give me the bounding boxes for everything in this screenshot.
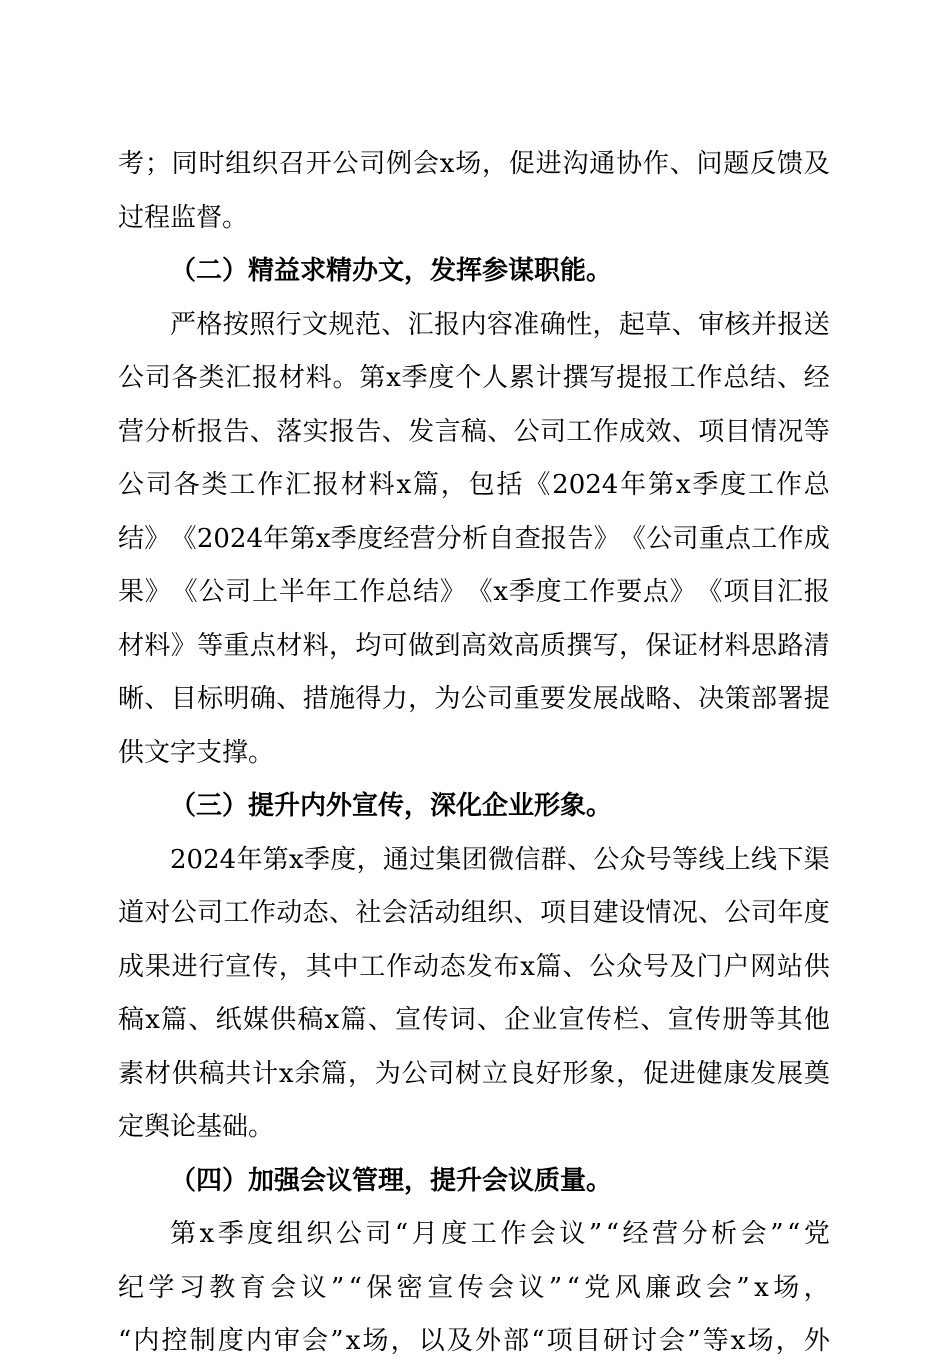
document-body: [118, 138, 830, 1369]
section-heading: （四）加强会议管理，提升会议质量。: [170, 1165, 613, 1196]
paragraph-last-line: 过程监督。: [118, 202, 249, 233]
paragraph-line: “ 内 控 制 度 内 审 会 ” x 场 ， 以 及 外 部 “ 项 目 研 讨 会 ” 等 x 场 ， 外: [118, 1326, 830, 1356]
paragraph-first-line: 严 格 按 照 行 文 规 范 、 汇 报 内 容 准 确 性 ， 起 草 、 审 核 并 报 送: [170, 309, 830, 340]
paragraph-first-line: 2024 年 第 x 季 度 ， 通 过 集 团 微 信 群 、 公 众 号 等 线 上 线 下 渠: [170, 844, 830, 875]
paragraph-last-line: 定舆论基础。: [118, 1112, 275, 1142]
paragraph-last-line: 供文字支撑。: [118, 737, 275, 768]
paragraph-line: 成 果 进 行 宣 传 ， 其 中 工 作 动 态 发 布 x 篇 、 公 众 号 及 门 户 网 站 供: [118, 951, 830, 982]
paragraph-line: 道 对 公 司 工 作 动 态 、 社 会 活 动 组 织 、 项 目 建 设 情 况 、 公 司 年 度: [118, 898, 830, 928]
paragraph-line: 稿 x 篇 、 纸 媒 供 稿 x 篇 、 宣 传 词 、 企 业 宣 传 栏 、 宣 传 册 等 其 他: [118, 1005, 830, 1035]
paragraph-first-line: 第 x 季 度 组 织 公 司 “ 月 度 工 作 会 议 ” “ 经 营 分 析 会 ” “ 党: [170, 1219, 830, 1249]
paragraph-line: 公 司 各 类 工 作 汇 报 材 料 x 篇 ， 包 括 《 2024 年 第 x 季 度 工 作 总: [118, 470, 830, 500]
paragraph-line: 营 分 析 报 告 、 落 实 报 告 、 发 言 稿 、 公 司 工 作 成 效 、 项 目 情 况 等: [118, 416, 830, 447]
paragraph-line: 结 》 《 2024 年 第 x 季 度 经 营 分 析 自 查 报 告 》 《 公 司 重 点 工 作 成: [118, 523, 830, 554]
paragraph-line: 素 材 供 稿 共 计 x 余 篇 ， 为 公 司 树 立 良 好 形 象 ， 促 进 健 康 发 展 奠: [118, 1058, 830, 1089]
paragraph-line: 果 》 《 公 司 上 半 年 工 作 总 结 》 《 x 季 度 工 作 要 点 》 《 项 目 汇 报: [118, 577, 830, 607]
paragraph-line: 晰 、 目 标 明 确 、 措 施 得 力 ， 为 公 司 重 要 发 展 战 略 、 决 策 部 署 提: [118, 684, 830, 714]
paragraph-line: 纪 学 习 教 育 会 议 ” “ 保 密 宣 传 会 议 ” “ 党 风 廉 政 会 ” x 场 ，: [118, 1272, 830, 1303]
section-heading: （二）精益求精办文，发挥参谋职能。: [170, 256, 613, 286]
section-heading: （三）提升内外宣传，深化企业形象。: [170, 791, 613, 821]
paragraph-line: 材 料 》 等 重 点 材 料 ， 均 可 做 到 高 效 高 质 撰 写 ， 保 证 材 料 思 路 清: [118, 630, 830, 661]
paragraph-line: 考 ； 同 时 组 织 召 开 公 司 例 会 x 场 ， 促 进 沟 通 协 作 、 问 题 反 馈 及: [118, 149, 830, 179]
paragraph-line: 公 司 各 类 汇 报 材 料 。 第 x 季 度 个 人 累 计 撰 写 提 报 工 作 总 结 、 经: [118, 363, 830, 393]
